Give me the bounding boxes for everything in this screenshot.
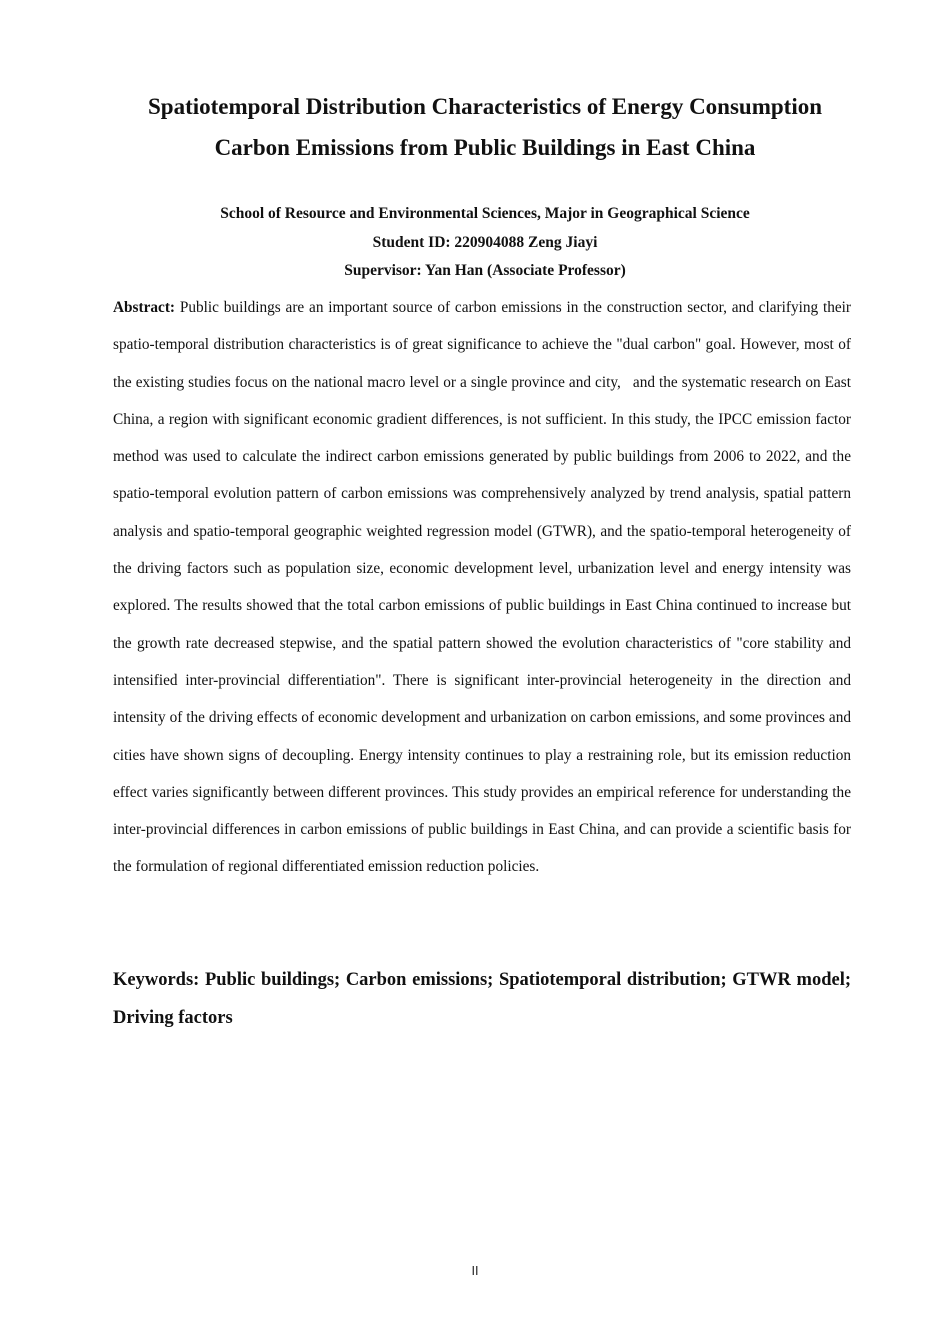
abstract-paragraph (113, 289, 851, 886)
school-line: School of Resource and Environmental Sciences, Major in Geographical Science (220, 205, 750, 222)
paper-title (90, 86, 880, 168)
student-line: Student ID: 220904088 Zeng Jiayi (372, 233, 598, 251)
keywords-paragraph: Keywords: Public buildings; Carbon emissions; Spatiotemporal distribution; GTWR model; Driving factors (113, 970, 851, 1028)
title-line-1: Spatiotemporal Distribution Characteristics of Energy Consumption (147, 94, 823, 119)
abstract-text: Public buildings are an important source of carbon emissions in the construction sector, and clarifying their spatio-temporal distribution characteristics is of great significance to achieve the "dual carbon" goal. However, most of the existing studies focus on the national macro level or a single province and city, and the systematic research on East China, a region with significant economic gradient differences, is not sufficient. In this study, the IPCC emission factor method was used to calculate the indirect carbon emissions generated by public buildings from 2006 to 2022, and the spatio-temporal evolution pattern of carbon emissions was comprehensively analyzed by trend analysis, spatial pattern analysis and spatio-temporal geographic weighted regression model (GTWR), and the spatio-temporal heterogeneity of the driving factors such as population size, economic development level, urbanization level and energy intensity was explored. The results showed that the total carbon emissions of public buildings in East China continued to increase but the growth rate decreased stepwise, and the spatial pattern showed the evolution characteristics of "core stability and intensified inter-provincial differentiation". There is significant inter-provincial heterogeneity in the direction and intensity of the driving effects of economic development and urbanization on carbon emissions, and some provinces and cities have shown signs of decoupling. Energy intensity continues to play a restraining role, but its emission reduction effect varies significantly between different provinces. This study provides an empirical reference for understanding the inter-provincial differences in carbon emissions of public buildings in East China, and can provide a scientific basis for the formulation of regional differentiated emission reduction policies. (113, 299, 851, 876)
page-number: II (471, 1264, 479, 1278)
author-info (90, 200, 880, 286)
supervisor-line: Supervisor: Yan Han (Associate Professor) (344, 262, 626, 279)
abstract-label: Abstract: (113, 299, 176, 316)
title-line-2: Carbon Emissions from Public Buildings in East China (214, 135, 756, 160)
